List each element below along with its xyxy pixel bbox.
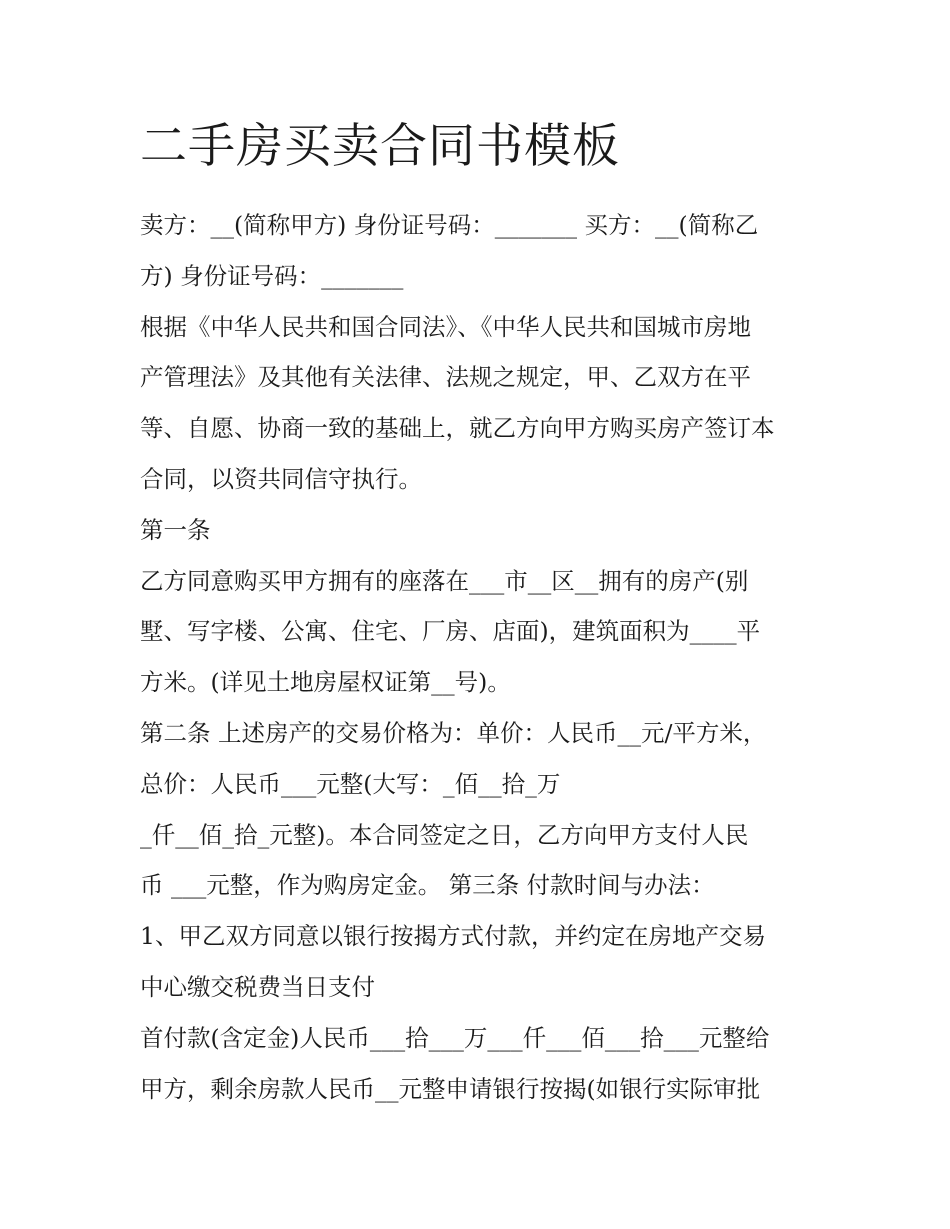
text-line: 中心缴交税费当日支付 [140,972,375,1001]
text-line: 卖方：__(简称甲方) 身份证号码：_______ 买方：__(简称乙 [140,211,759,239]
text-line: 墅、写字楼、公寓、住宅、厂房、店面)，建筑面积为____平 [140,617,761,646]
document-title: 二手房买卖合同书模板 [140,119,620,174]
text-line: 第二条 上述房产的交易价格为：单价：人民币__元/平方米， [140,718,767,747]
text-line: 乙方同意购买甲方拥有的座落在___市__区__拥有的房产(别 [140,566,749,595]
text-line: 币 ___元整，作为购房定金。 第三条 付款时间与办法： [140,871,715,900]
text-line: 方米。(详见土地房屋权证第__号)。 [140,668,511,697]
text-line: 方) 身份证号码：_______ [140,261,404,290]
section-heading: 第一条 [140,515,211,544]
text-line: 首付款(含定金)人民币___拾___万___仟___佰___拾___元整给 [140,1023,770,1052]
text-line: 等、自愿、协商一致的基础上，就乙方向甲方购买房产签订本 [140,414,775,443]
text-line: 总价：人民币___元整(大写：_佰__拾_万 [140,769,561,798]
text-line: 产管理法》及其他有关法律、法规之规定，甲、乙双方在平 [140,363,751,392]
text-line: 甲方，剩余房款人民币__元整申请银行按揭(如银行实际审批 [140,1074,761,1103]
text-line: 合同，以资共同信守执行。 [140,464,422,493]
text-line: _仟__佰_拾_元整)。本合同签定之日，乙方向甲方支付人民 [140,820,749,849]
text-line: 根据《中华人民共和国合同法》、《中华人民共和国城市房地 [140,312,751,341]
text-line: 1、甲乙双方同意以银行按揭方式付款，并约定在房地产交易 [140,922,766,951]
